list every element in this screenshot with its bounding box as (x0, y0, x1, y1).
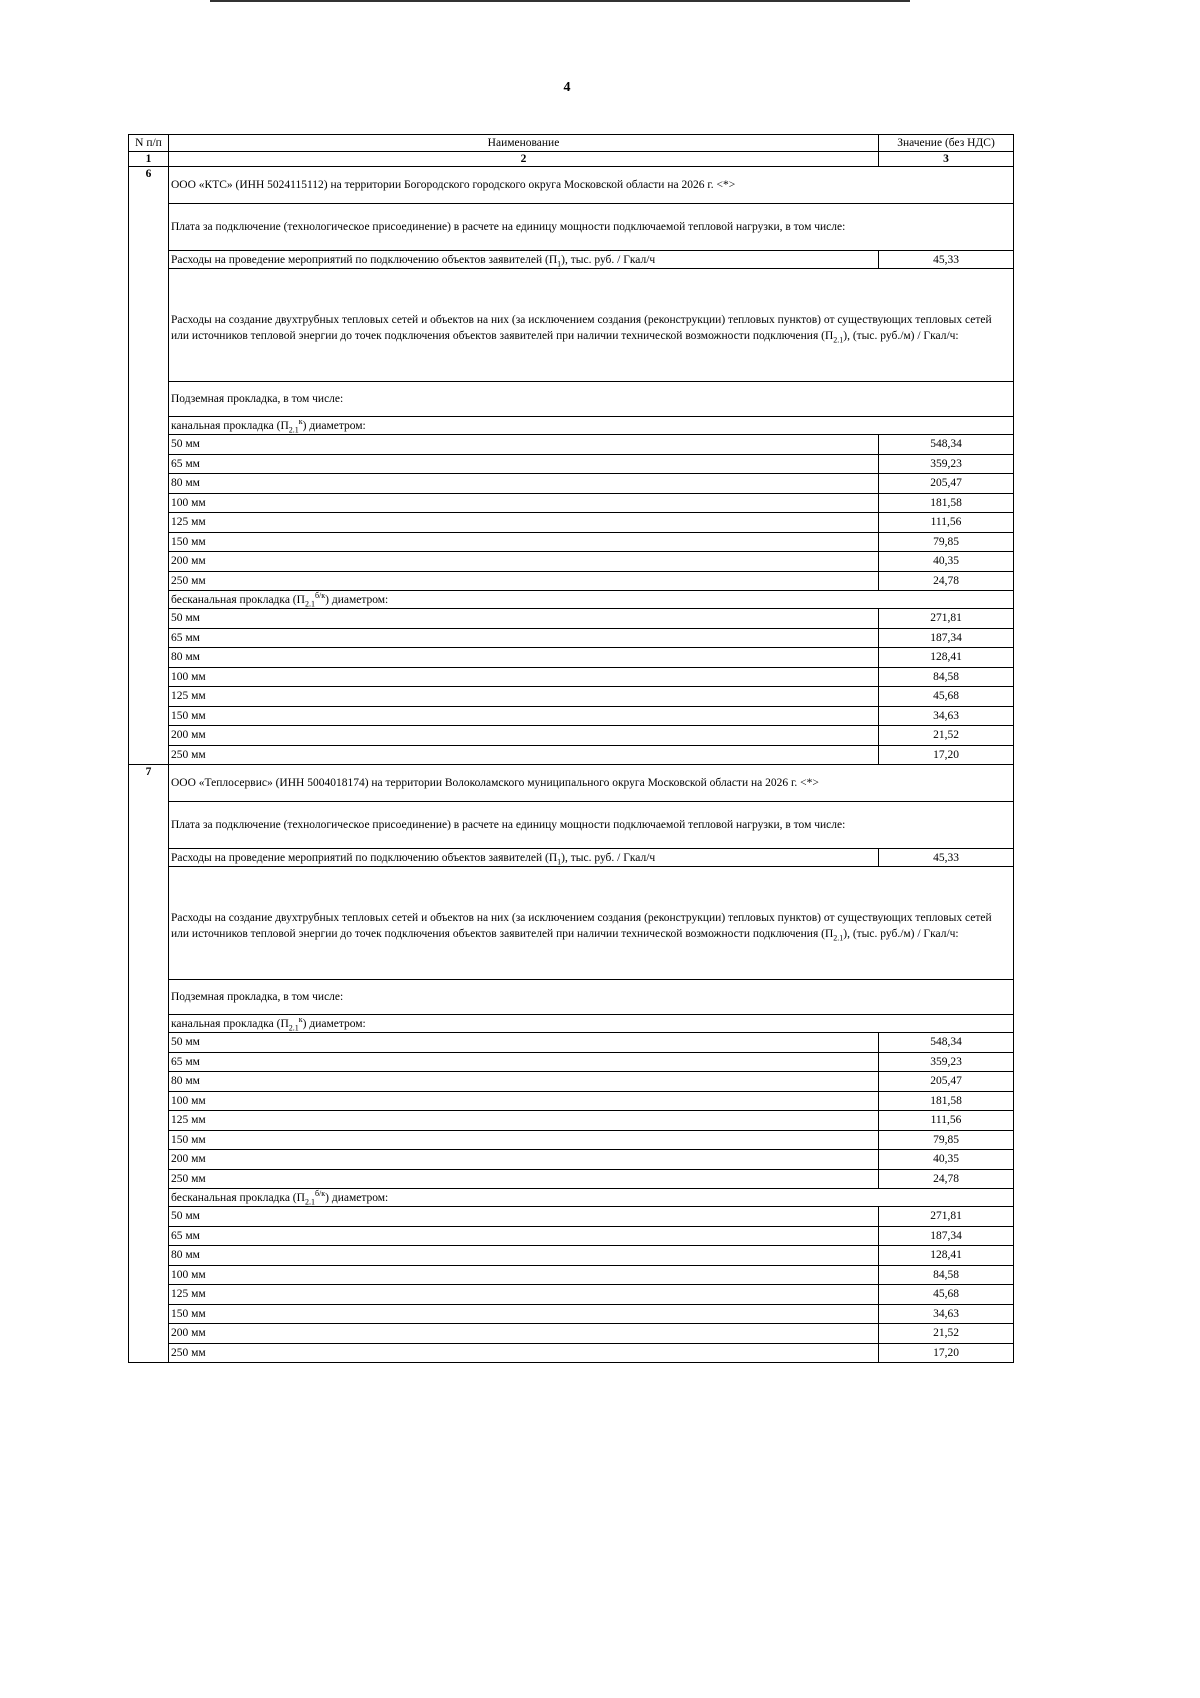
diameter-value: 21,52 (879, 1324, 1014, 1344)
nochannel-header (169, 591, 1014, 609)
network-cost-text: Расходы на создание двухтрубных тепловых сетей и объектов на них (за исключением создания (реконструкции) тепловых пунктов) от существующих тепловых сетей или источников тепловой энергии до точек подключения объектов заявителей при наличии технической возможности подключения (П (171, 912, 992, 940)
scan-edge-line (210, 0, 910, 2)
table-row (129, 1033, 1014, 1053)
table-row (129, 1246, 1014, 1266)
diameter-value: 359,23 (879, 1052, 1014, 1072)
underground-row (129, 382, 1014, 417)
table-row (129, 493, 1014, 513)
diameter-value: 111,56 (879, 1111, 1014, 1131)
table-row (129, 513, 1014, 533)
diameter-label: 65 мм (169, 1052, 879, 1072)
network-cost-subscript: 2.1 (833, 335, 844, 345)
diameter-label: 100 мм (169, 1265, 879, 1285)
diameter-value: 271,81 (879, 609, 1014, 629)
p1-cost-row (129, 251, 1014, 269)
section-title: ООО «КТС» (ИНН 5024115112) на территории Богородского городского округа Московской области на 2026 г. <*> (169, 167, 1014, 204)
diameter-label: 125 мм (169, 1285, 879, 1305)
diameter-label: 200 мм (169, 1150, 879, 1170)
diameter-value: 205,47 (879, 1072, 1014, 1092)
fee-description-row (129, 204, 1014, 251)
diameter-value: 548,34 (879, 1033, 1014, 1053)
diameter-label: 65 мм (169, 1226, 879, 1246)
diameter-label: 50 мм (169, 1207, 879, 1227)
nochannel-header (169, 1189, 1014, 1207)
channel-header-text-end: ) диаметром: (302, 1017, 366, 1030)
table-row (129, 648, 1014, 668)
diameter-label: 50 мм (169, 609, 879, 629)
p1-cost-label (169, 251, 879, 269)
header-value: Значение (без НДС) (879, 135, 1014, 152)
channel-superscript: к (298, 1014, 303, 1024)
diameter-value: 187,34 (879, 628, 1014, 648)
p1-cost-label (169, 849, 879, 867)
fee-description: Плата за подключение (технологическое присоединение) в расчете на единицу мощности подключаемой тепловой нагрузки, в том числе: (169, 802, 1014, 849)
diameter-value: 187,34 (879, 1226, 1014, 1246)
diameter-value: 34,63 (879, 1304, 1014, 1324)
diameter-label: 50 мм (169, 435, 879, 455)
nochannel-header-text-end: ) диаметром: (325, 1191, 389, 1204)
network-cost-description-row (129, 867, 1014, 980)
diameter-value: 548,34 (879, 435, 1014, 455)
underground-label: Подземная прокладка, в том числе: (169, 980, 1014, 1015)
diameter-label: 125 мм (169, 687, 879, 707)
table-row (129, 571, 1014, 591)
table-row (129, 532, 1014, 552)
diameter-value: 17,20 (879, 1343, 1014, 1363)
diameter-value: 128,41 (879, 1246, 1014, 1266)
diameter-value: 21,52 (879, 726, 1014, 746)
table-row (129, 552, 1014, 572)
channel-header-text: канальная прокладка (П (171, 1017, 289, 1030)
table-row (129, 1304, 1014, 1324)
table-row (129, 745, 1014, 765)
diameter-label: 150 мм (169, 706, 879, 726)
channel-subscript: 2.1 (288, 424, 299, 434)
diameter-label: 80 мм (169, 1246, 879, 1266)
table-row (129, 687, 1014, 707)
nochannel-subscript: 2.1 (304, 1196, 315, 1206)
channel-header-text: канальная прокладка (П (171, 419, 289, 432)
diameter-value: 17,20 (879, 745, 1014, 765)
tariff-table-body (129, 135, 1014, 1363)
table-row (129, 1150, 1014, 1170)
section-number: 7 (129, 765, 169, 1363)
table-row (129, 1091, 1014, 1111)
p1-label-text: Расходы на проведение мероприятий по подключению объектов заявителей (П (171, 851, 558, 864)
table-row (129, 667, 1014, 687)
header-name: Наименование (169, 135, 879, 152)
table-row (129, 1072, 1014, 1092)
table-row (129, 1169, 1014, 1189)
diameter-label: 50 мм (169, 1033, 879, 1053)
channel-header-text-end: ) диаметром: (302, 419, 366, 432)
table-row (129, 1130, 1014, 1150)
diameter-label: 125 мм (169, 1111, 879, 1131)
p1-label-text: Расходы на проведение мероприятий по подключению объектов заявителей (П (171, 253, 558, 266)
section-title-row (129, 765, 1014, 802)
header-number: N п/п (129, 135, 169, 152)
diameter-label: 200 мм (169, 1324, 879, 1344)
nochannel-header-text: бесканальная прокладка (П (171, 593, 305, 606)
diameter-value: 181,58 (879, 1091, 1014, 1111)
network-cost-text: Расходы на создание двухтрубных тепловых сетей и объектов на них (за исключением создания (реконструкции) тепловых пунктов) от существующих тепловых сетей или источников тепловой энергии до точек подключения объектов заявителей при наличии технической возможности подключения (П (171, 314, 992, 342)
channel-superscript: к (298, 416, 303, 426)
underground-label: Подземная прокладка, в том числе: (169, 382, 1014, 417)
diameter-value: 79,85 (879, 532, 1014, 552)
table-row (129, 1324, 1014, 1344)
diameter-value: 79,85 (879, 1130, 1014, 1150)
table-row (129, 1265, 1014, 1285)
nochannel-header-row (129, 591, 1014, 609)
diameter-label: 150 мм (169, 532, 879, 552)
table-row (129, 706, 1014, 726)
diameter-label: 250 мм (169, 745, 879, 765)
diameter-value: 128,41 (879, 648, 1014, 668)
nochannel-subscript: 2.1 (304, 598, 315, 608)
table-row (129, 609, 1014, 629)
diameter-label: 65 мм (169, 628, 879, 648)
table-header-row (129, 135, 1014, 152)
diameter-value: 40,35 (879, 552, 1014, 572)
diameter-value: 181,58 (879, 493, 1014, 513)
fee-description-row (129, 802, 1014, 849)
diameter-value: 271,81 (879, 1207, 1014, 1227)
p1-label-text-end: ), тыс. руб. / Гкал/ч (561, 253, 656, 266)
diameter-value: 24,78 (879, 1169, 1014, 1189)
diameter-value: 84,58 (879, 1265, 1014, 1285)
diameter-label: 200 мм (169, 726, 879, 746)
table-row (129, 1207, 1014, 1227)
diameter-label: 80 мм (169, 1072, 879, 1092)
column-number-2: 2 (169, 152, 879, 167)
nochannel-header-text-end: ) диаметром: (325, 593, 389, 606)
nochannel-superscript: б/к (314, 1188, 326, 1198)
diameter-value: 205,47 (879, 474, 1014, 494)
diameter-label: 65 мм (169, 454, 879, 474)
section-title: ООО «Теплосервис» (ИНН 5004018174) на территории Волоколамского муниципального округа Московской области на 2026 г. <*> (169, 765, 1014, 802)
channel-header-row (129, 1015, 1014, 1033)
p1-cost-value: 45,33 (879, 251, 1014, 269)
diameter-label: 100 мм (169, 667, 879, 687)
diameter-label: 100 мм (169, 493, 879, 513)
diameter-value: 40,35 (879, 1150, 1014, 1170)
network-cost-subscript: 2.1 (833, 933, 844, 943)
p1-cost-value: 45,33 (879, 849, 1014, 867)
diameter-value: 111,56 (879, 513, 1014, 533)
network-cost-text-end: ), (тыс. руб./м) / Гкал/ч: (843, 928, 959, 940)
diameter-label: 250 мм (169, 1169, 879, 1189)
section-title-row (129, 167, 1014, 204)
diameter-label: 125 мм (169, 513, 879, 533)
table-column-numbers-row (129, 152, 1014, 167)
diameter-value: 24,78 (879, 571, 1014, 591)
diameter-label: 250 мм (169, 1343, 879, 1363)
p1-subscript: 1 (557, 258, 562, 268)
table-row (129, 1052, 1014, 1072)
diameter-value: 45,68 (879, 687, 1014, 707)
diameter-value: 45,68 (879, 1285, 1014, 1305)
table-row (129, 1111, 1014, 1131)
diameter-label: 200 мм (169, 552, 879, 572)
nochannel-superscript: б/к (314, 590, 326, 600)
p1-label-text-end: ), тыс. руб. / Гкал/ч (561, 851, 656, 864)
fee-description: Плата за подключение (технологическое присоединение) в расчете на единицу мощности подключаемой тепловой нагрузки, в том числе: (169, 204, 1014, 251)
table-row (129, 454, 1014, 474)
channel-subscript: 2.1 (288, 1022, 299, 1032)
page-number: 4 (563, 80, 571, 95)
p1-cost-row (129, 849, 1014, 867)
p1-subscript: 1 (557, 856, 562, 866)
nochannel-header-row (129, 1189, 1014, 1207)
diameter-value: 84,58 (879, 667, 1014, 687)
diameter-label: 250 мм (169, 571, 879, 591)
table-row (129, 726, 1014, 746)
network-cost-description (169, 269, 1014, 382)
section-number: 6 (129, 167, 169, 765)
underground-row (129, 980, 1014, 1015)
diameter-value: 359,23 (879, 454, 1014, 474)
column-number-1: 1 (129, 152, 169, 167)
nochannel-header-text: бесканальная прокладка (П (171, 1191, 305, 1204)
channel-header (169, 417, 1014, 435)
table-row (129, 1285, 1014, 1305)
table-row (129, 474, 1014, 494)
table-row (129, 1343, 1014, 1363)
diameter-label: 150 мм (169, 1130, 879, 1150)
diameter-label: 100 мм (169, 1091, 879, 1111)
diameter-label: 80 мм (169, 474, 879, 494)
column-number-3: 3 (879, 152, 1014, 167)
tariff-table-container (128, 134, 1014, 1363)
network-cost-description (169, 867, 1014, 980)
diameter-label: 150 мм (169, 1304, 879, 1324)
diameter-label: 80 мм (169, 648, 879, 668)
network-cost-text-end: ), (тыс. руб./м) / Гкал/ч: (843, 330, 959, 342)
table-row (129, 435, 1014, 455)
table-row (129, 1226, 1014, 1246)
table-row (129, 628, 1014, 648)
diameter-value: 34,63 (879, 706, 1014, 726)
network-cost-description-row (129, 269, 1014, 382)
tariff-table (128, 134, 1014, 1363)
channel-header (169, 1015, 1014, 1033)
channel-header-row (129, 417, 1014, 435)
